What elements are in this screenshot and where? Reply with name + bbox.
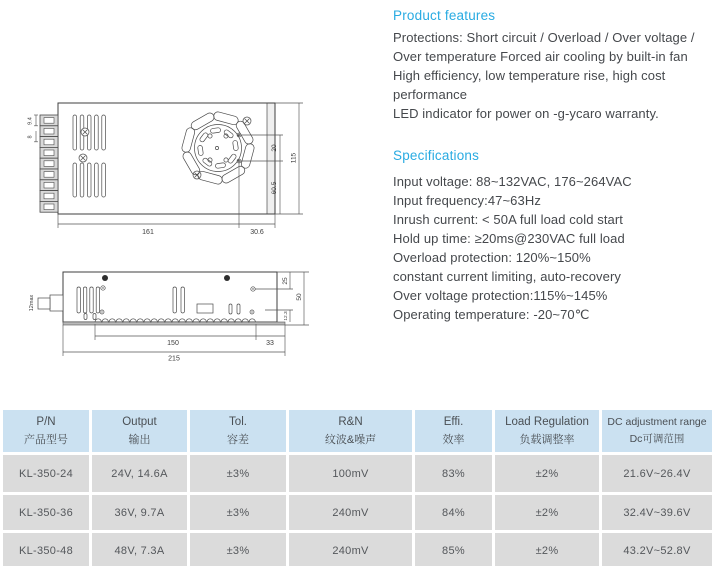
screw-icon [79,117,251,179]
specifications-heading: Specifications [393,148,480,163]
table-cell: ±3% [190,533,286,566]
table-cell: 100mV [289,455,412,492]
table-cell: 21.6V~26.4V [602,455,712,492]
table-cell: 240mV [289,495,412,530]
dimension-label: 12max [29,294,35,312]
spec-line: Input frequency:47~63Hz [393,193,541,208]
dimension-label: 60.5 [271,181,278,195]
case-outline [63,272,277,322]
features-heading: Product features [393,8,496,23]
table-cell: ±2% [495,455,599,492]
table-cell: KL-350-24 [3,455,89,492]
table-header-pn: P/N 产品型号 [3,410,89,452]
spec-line: constant current limiting, auto-recovery [393,269,621,284]
feature-line: performance [393,87,468,102]
table-cell: ±3% [190,455,286,492]
feature-line: High efficiency, low temperature rise, high cost [393,68,666,83]
terminal-block [40,115,58,212]
dimension-label: 161 [142,229,154,236]
base-plate [63,322,285,325]
table-header-dc-adjustment: DC adjustment range Dc可调范围 [602,410,712,452]
table-cell: 84% [415,495,492,530]
specifications-text [393,172,709,324]
side-view-drawing [25,262,360,362]
table-cell: 240mV [289,533,412,566]
output-connector [38,295,63,311]
spec-line: Overload protection: 120%~150% [393,250,591,265]
vent-slots-middle [173,287,240,314]
dimension-label: 115 [290,152,298,164]
case-flange [267,104,275,214]
table-cell: 83% [415,455,492,492]
table-header-load-regulation: Load Regulation 负载调整率 [495,410,599,452]
dimension-label: 215 [168,355,180,362]
spec-line: Operating temperature: -20~70℃ [393,307,590,322]
table-header-effi: Effi. 效率 [415,410,492,452]
dimension-label: 12.3 [284,311,289,321]
table-cell: 32.4V~39.6V [602,495,712,530]
feature-line: LED indicator for power on -g-ycaro warranty. [393,106,659,121]
dimension-label: 30.6 [250,229,264,236]
table-cell: 36V, 9.7A [92,495,187,530]
table-header-tol: Tol. 容差 [190,410,286,452]
spec-line: Input voltage: 88~132VAC, 176~264VAC [393,174,632,189]
dimension-label: 150 [167,340,179,347]
dimension-label: 50 [296,293,303,301]
top-view-drawing [25,95,355,245]
table-cell: 48V, 7.3A [92,533,187,566]
spec-line: Inrush current: < 50A full load cold start [393,212,624,227]
table-cell: ±2% [495,533,599,566]
table-cell: ±3% [190,495,286,530]
spec-line: Hold up time: ≥20ms@230VAC full load [393,231,625,246]
features-text [393,28,709,123]
table-cell: 43.2V~52.8V [602,533,712,566]
dimension-label: 20 [271,144,278,152]
dimension-label: 25 [282,277,289,285]
label-cutout [197,304,213,313]
dimension-label: 33 [266,340,274,347]
product-features-section [393,8,709,123]
vent-slots-left [77,287,100,320]
table-cell: KL-350-36 [3,495,89,530]
specifications-section [393,148,709,324]
dimension-label: 8 [27,135,34,139]
vent-slots-bottom [73,163,105,197]
model-spec-table [3,410,712,566]
dimension-label: 9.4 [27,117,34,125]
table-header-output: Output 输出 [92,410,187,452]
feature-line: Protections: Short circuit / Overload / Over voltage / [393,30,695,45]
table-cell: 85% [415,533,492,566]
feature-line: Over temperature Forced air cooling by built-in fan [393,49,688,64]
table-cell: ±2% [495,495,599,530]
table-cell: KL-350-48 [3,533,89,566]
table-header-rn: R&N 纹波&噪声 [289,410,412,452]
table-cell: 24V, 14.6A [92,455,187,492]
spec-line: Over voltage protection:115%~145% [393,288,608,303]
